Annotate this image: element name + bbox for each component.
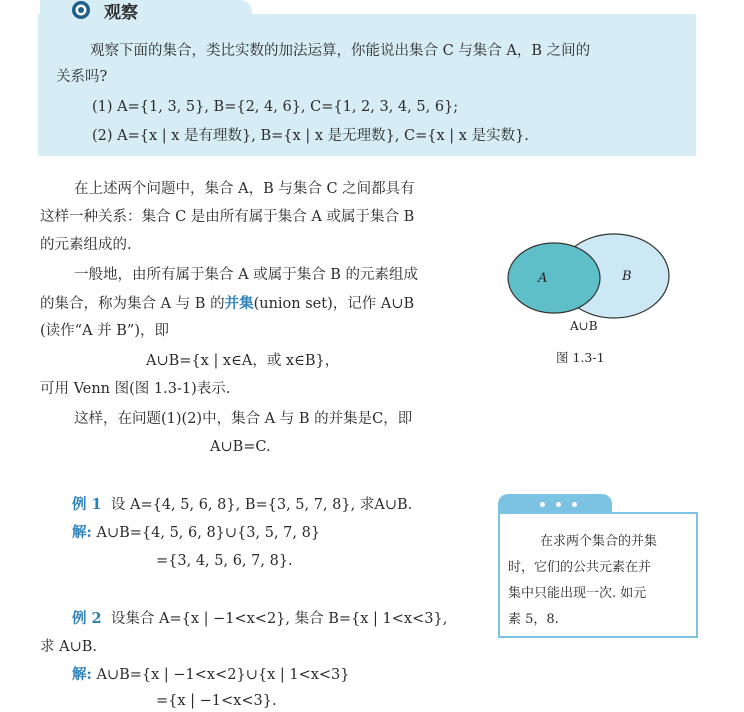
figure-caption: 图 1.3-1 (556, 350, 605, 365)
example1-label: 例 1 (72, 496, 102, 513)
para2-line2 (40, 293, 414, 315)
union-definition-formula: A∪B={x | x∈A，或 x∈B}， (146, 353, 340, 369)
sidenote-line2: 时，它们的公共元素在并 (508, 560, 652, 575)
venn-label-b: B (622, 269, 632, 284)
example2-label: 例 2 (72, 610, 102, 627)
para3-formula: A∪B=C. (210, 439, 271, 455)
para2-line2-pre: 的集合，称为集合 A 与 B 的 (40, 296, 225, 312)
sidenote-dot (556, 502, 561, 507)
observe-item1: (1) A={1, 3, 5}, B={2, 4, 6}, C={1, 2, 3, 4, 5, 6}; (92, 99, 459, 115)
example1-solution-label: 解: (72, 524, 92, 541)
observe-intro-line1: 观察下面的集合，类比实数的加法运算，你能说出集合 C 与集合 A，B 之间的 (90, 43, 591, 59)
sidenote-dot (540, 502, 545, 507)
example2-question-line2: 求 A∪B. (40, 639, 97, 655)
example2-sol-line2: ={x | −1<x<3}. (156, 693, 277, 709)
venn-set-a (508, 243, 600, 313)
example1-line (72, 494, 412, 516)
example2-solution-label: 解: (72, 666, 92, 683)
sidenote-line1: 在求两个集合的并集 (540, 534, 658, 549)
para2-line3: (读作“A 并 B”)，即 (40, 323, 169, 339)
example1-solution-line1 (72, 522, 320, 544)
para2-line4: 可用 Venn 图(图 1.3-1)表示. (40, 381, 231, 397)
example1-sol-line2: ={3, 4, 5, 6, 7, 8}. (156, 553, 293, 569)
example2-solution-line1 (72, 664, 350, 686)
observe-item2: (2) A={x | x 是有理数}, B={x | x 是无理数}, C={x | x 是实数}. (92, 128, 529, 144)
sidenote-dot (572, 502, 577, 507)
venn-label-a: A (538, 271, 548, 286)
para2-line1: 一般地，由所有属于集合 A 或属于集合 B 的元素组成 (74, 267, 419, 283)
para2-line2-post: (union set)，记作 A∪B (253, 296, 415, 312)
union-set-term: 并集 (224, 295, 254, 312)
observe-intro-line2: 关系吗? (56, 69, 108, 85)
observe-eye-icon (68, 0, 94, 20)
para1-line3: 的元素组成的. (40, 237, 132, 253)
example2-line (72, 608, 447, 630)
para1-line2: 这样一种关系：集合 C 是由所有属于集合 A 或属于集合 B (40, 209, 415, 225)
example1-question: 设 A={4, 5, 6, 8}, B={3, 5, 7, 8}, 求A∪B. (110, 497, 413, 513)
para1-line1: 在上述两个问题中，集合 A，B 与集合 C 之间都具有 (74, 181, 415, 197)
example2-sol-line1: A∪B={x | −1<x<2}∪{x | 1<x<3} (96, 667, 350, 683)
venn-diagram (500, 232, 680, 334)
venn-union-label: A∪B (570, 319, 598, 333)
sidenote-line3: 集中只能出现一次. 如元 (508, 586, 647, 601)
para3-line1: 这样，在问题(1)(2)中，集合 A 与 B 的并集是C，即 (74, 411, 413, 427)
observe-title: 观察 (104, 3, 138, 23)
sidenote-line4: 素 5，8. (508, 612, 559, 627)
example1-sol-line1: A∪B={4, 5, 6, 8}∪{3, 5, 7, 8} (96, 525, 321, 541)
example2-question-line1: 设集合 A={x | −1<x<2}, 集合 B={x | 1<x<3}, (110, 611, 448, 627)
